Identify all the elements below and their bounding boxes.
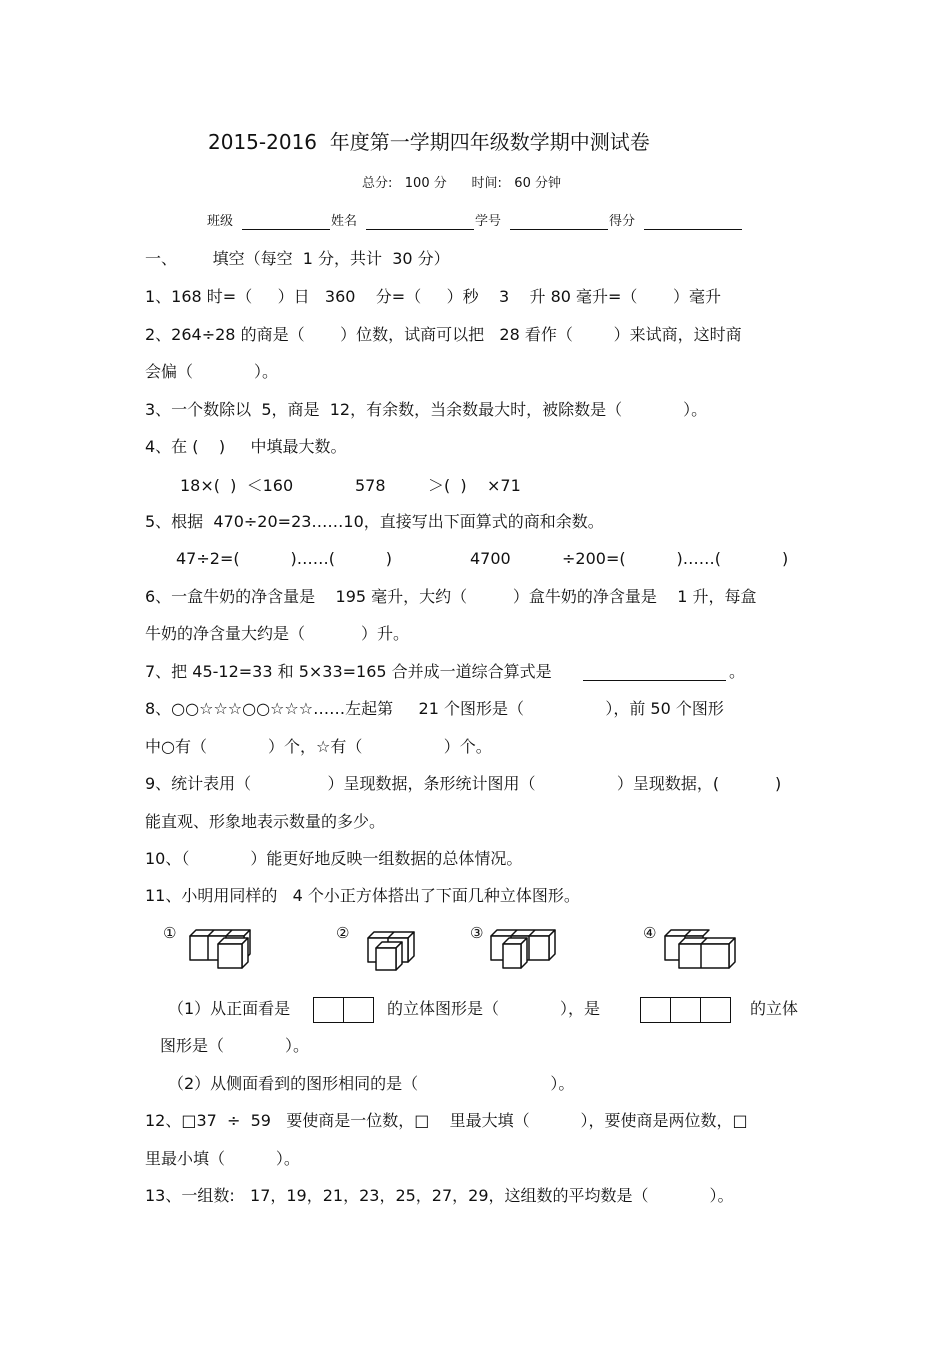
question-5-item-c: ÷200=( )……( ) xyxy=(562,549,789,568)
question-5-item-a: 47÷2=( )……( ) xyxy=(176,549,393,568)
question-12-line1: 12、□37 ÷ 59 要使商是一位数，□ 里最大填（ ），要使商是两位数，□ xyxy=(145,1111,748,1130)
question-11-part1-c: 的立体 xyxy=(750,999,799,1018)
figure-label-1: ① xyxy=(163,924,177,942)
cube-figure-3 xyxy=(487,928,563,970)
score-blank[interactable] xyxy=(644,229,742,230)
page-title: 2015-2016 年度第一学期四年级数学期中测试卷 xyxy=(208,130,650,154)
cube-figure-2 xyxy=(362,928,420,972)
figure-label-3: ③ xyxy=(470,924,484,942)
question-11-part1-a: （1）从正面看是 xyxy=(168,999,291,1018)
question-11: 11、小明用同样的 4 个小正方体搭出了下面几种立体图形。 xyxy=(145,886,580,905)
view-square xyxy=(641,998,671,1022)
front-view-three-squares xyxy=(640,997,731,1023)
question-2-line1: 2、264÷28 的商是（ ）位数，试商可以把 28 看作（ ）来试商，这时商 xyxy=(145,325,742,344)
question-13: 13、一组数: 17，19，21，23，25，27，29，这组数的平均数是（ ）。 xyxy=(145,1186,734,1205)
exam-meta: 总分: 100 分 时间: 60 分钟 xyxy=(362,176,561,191)
question-10: 10、（ ）能更好地反映一组数据的总体情况。 xyxy=(145,849,523,868)
question-12-line2: 里最小填（ ）。 xyxy=(145,1149,300,1168)
view-square xyxy=(344,998,373,1022)
question-9-line2: 能直观、形象地表示数量的多少。 xyxy=(145,812,386,831)
question-11-part2: （2）从侧面看到的图形相同的是（ ）。 xyxy=(168,1074,575,1093)
question-11-part1-d: 图形是（ ）。 xyxy=(160,1036,310,1055)
cube-figure-4 xyxy=(663,928,739,970)
question-6-line1: 6、一盒牛奶的净含量是 195 毫升，大约（ ）盒牛奶的净含量是 1 升，每盒 xyxy=(145,587,757,606)
section-heading: 一、 填空（每空 1 分，共计 30 分） xyxy=(145,249,450,268)
class-blank[interactable] xyxy=(242,229,330,230)
question-5-item-b: 4700 xyxy=(470,549,511,568)
view-square xyxy=(314,998,344,1022)
cube-figure-1 xyxy=(186,928,262,970)
question-7-end: 。 xyxy=(729,662,746,681)
question-4: 4、在 ( ) 中填最大数。 xyxy=(145,437,347,456)
figure-label-2: ② xyxy=(336,924,350,942)
name-label: 姓名 xyxy=(331,214,358,229)
view-square xyxy=(671,998,701,1022)
question-9-line1: 9、统计表用（ ）呈现数据，条形统计图用（ ）呈现数据，( ) xyxy=(145,774,782,793)
front-view-two-squares xyxy=(313,997,374,1023)
question-11-part1-b: 的立体图形是（ ），是 xyxy=(387,999,601,1018)
question-8-line1: 8、○○☆☆☆○○☆☆☆……左起第 21 个图形是（ ），前 50 个图形 xyxy=(145,699,724,718)
question-8-line2: 中○有（ ）个，☆有（ ）个。 xyxy=(145,737,492,756)
question-1: 1、168 时=（ ）日 360 分=（ ）秒 3 升 80 毫升=（ ）毫升 xyxy=(145,287,722,306)
class-label: 班级 xyxy=(207,214,234,229)
question-6-line2: 牛奶的净含量大约是（ ）升。 xyxy=(145,624,409,643)
question-4-item-b: 578 xyxy=(355,476,386,495)
question-4-item-c: ＞( ) ×71 xyxy=(428,476,521,495)
score-label: 得分 xyxy=(609,214,636,229)
view-square xyxy=(701,998,730,1022)
name-blank[interactable] xyxy=(366,229,474,230)
number-label: 学号 xyxy=(475,214,502,229)
question-7-blank[interactable] xyxy=(583,680,726,681)
number-blank[interactable] xyxy=(510,229,608,230)
question-7: 7、把 45-12=33 和 5×33=165 合并成一道综合算式是 xyxy=(145,662,552,681)
question-4-item-a: 18×( ) ＜160 xyxy=(180,476,294,495)
question-2-line2: 会偏（ ）。 xyxy=(145,362,279,381)
figure-label-4: ④ xyxy=(643,924,657,942)
question-3: 3、一个数除以 5，商是 12，有余数，当余数最大时，被除数是（ ）。 xyxy=(145,400,708,419)
question-5: 5、根据 470÷20=23……10，直接写出下面算式的商和余数。 xyxy=(145,512,604,531)
